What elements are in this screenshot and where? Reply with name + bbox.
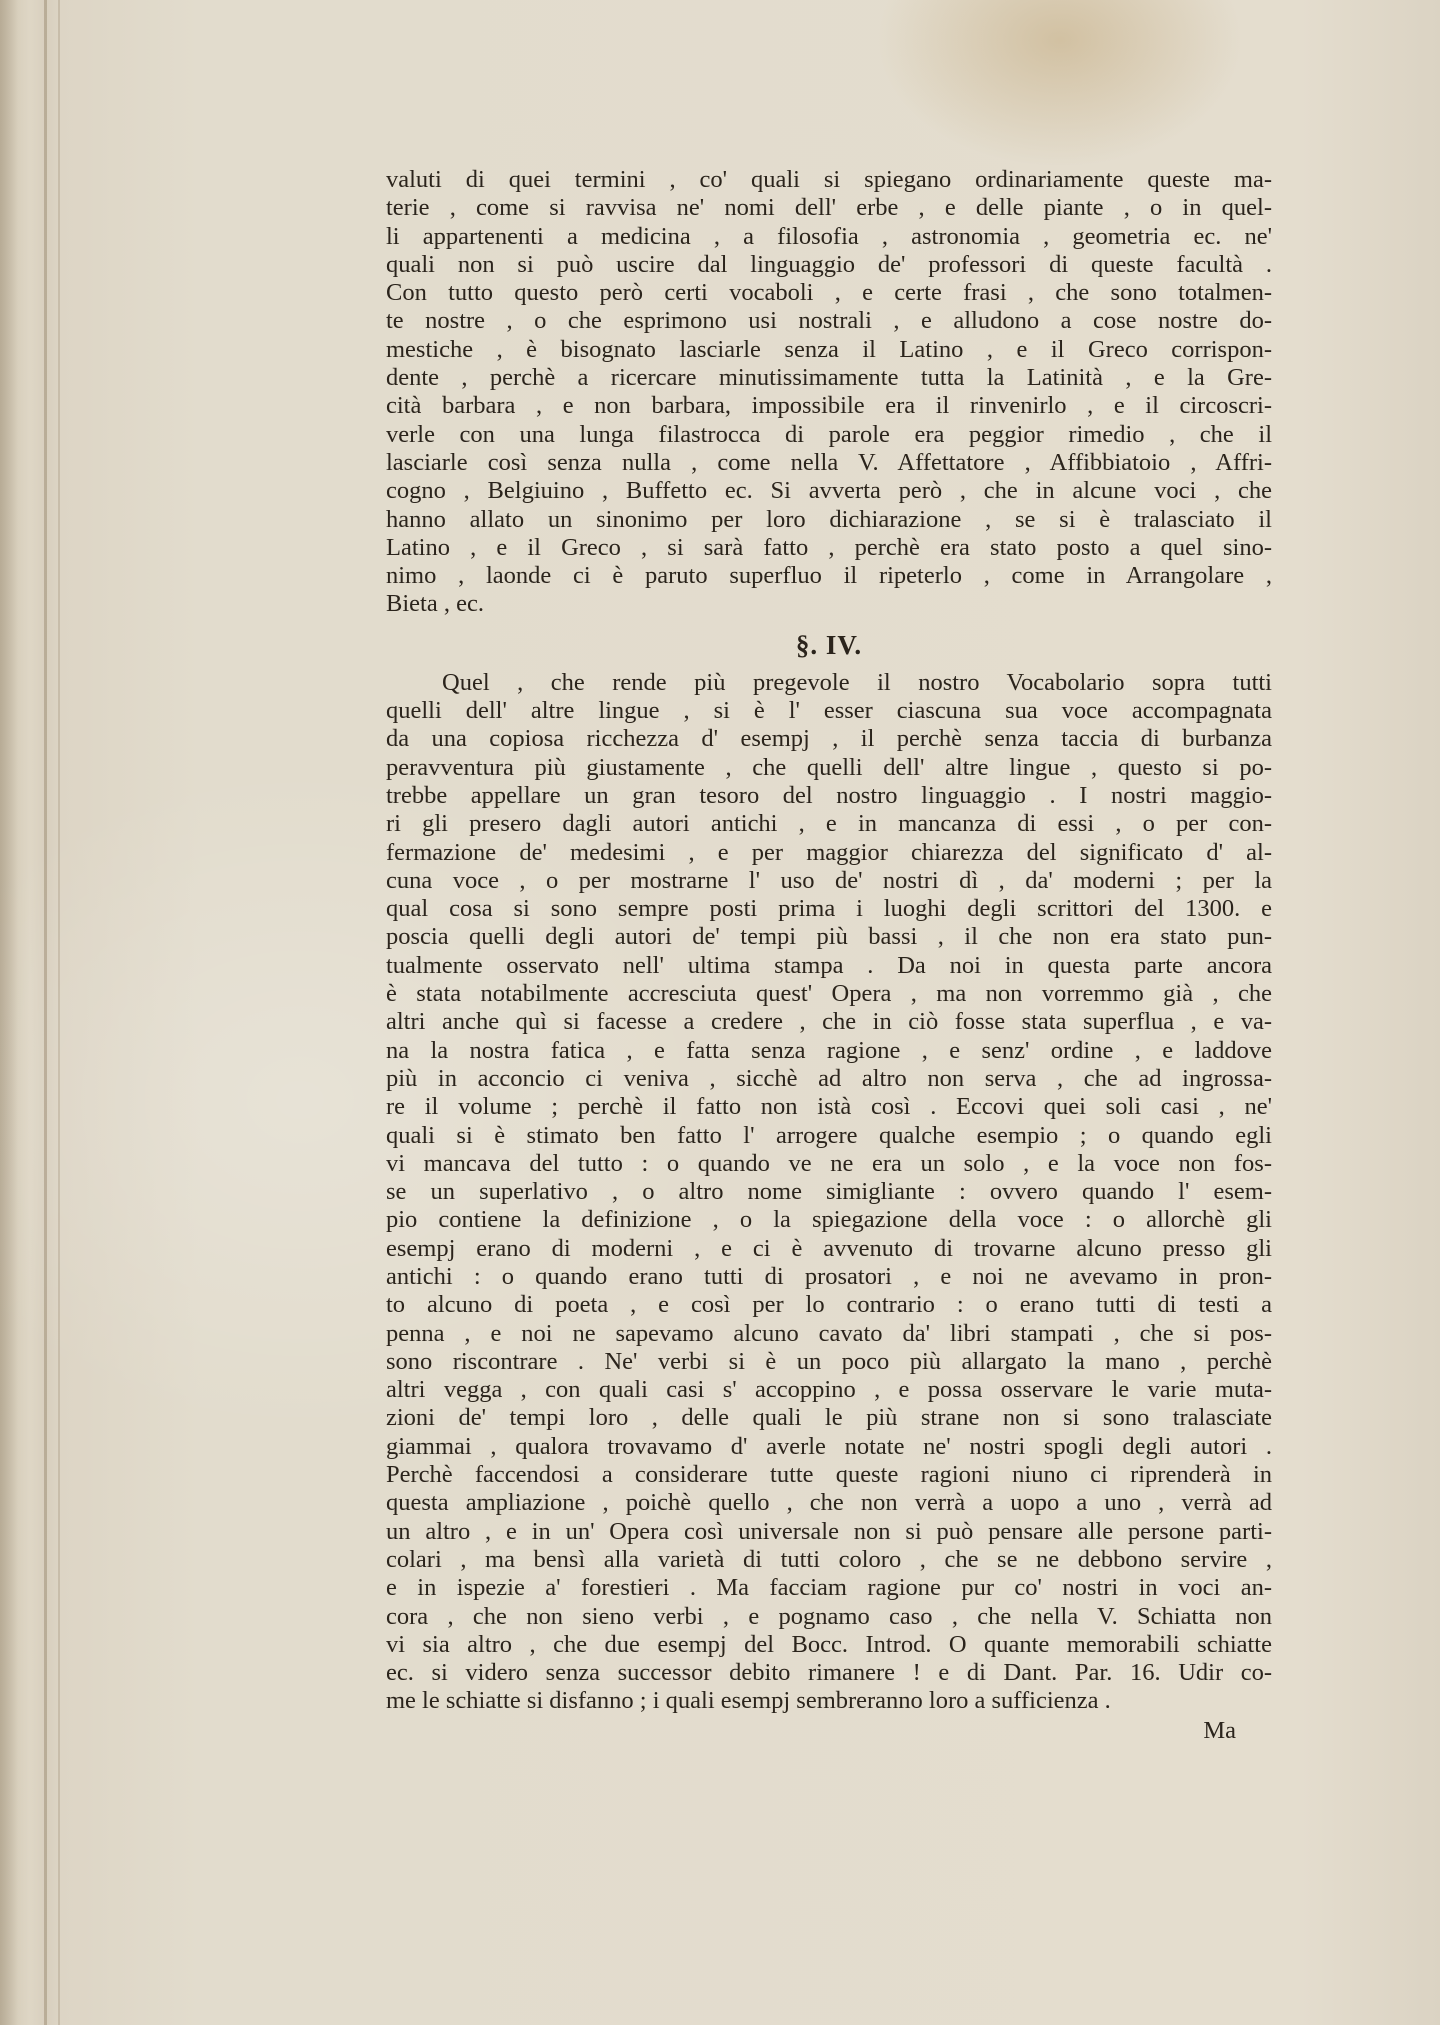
text-line: to alcuno di poeta , e così per lo contrario : o erano tutti di testi a [386,1291,1272,1319]
page-text-block [386,166,1272,1746]
text-line: re il volume ; perchè il fatto non istà così . Eccovi quei soli casi , ne' [386,1093,1272,1121]
text-line: cora , che non sieno verbi , e pognamo caso , che nella V. Schiatta non [386,1602,1272,1630]
text-line: terie , come si ravvisa ne' nomi dell' erbe , e delle piante , o in quel- [386,194,1272,222]
text-line: hanno allato un sinonimo per loro dichiarazione , se si è tralasciato il [386,505,1272,533]
text-line: altri anche quì si facesse a credere , che in ciò fosse stata superflua , e va- [386,1008,1272,1036]
text-line: zioni de' tempi loro , delle quali le più strane non si sono tralasciate [386,1404,1272,1432]
text-line: quelli dell' altre lingue , si è l' esser ciascuna sua voce accompagnata [386,697,1272,725]
text-line: Con tutto questo però certi vocaboli , e certe frasi , che sono totalmen- [386,279,1272,307]
text-line: quali non si può uscire dal linguaggio de' professori di queste facultà . [386,250,1272,278]
text-line: e in ispezie a' forestieri . Ma facciam ragione pur co' nostri in voci an- [386,1574,1272,1602]
text-line: cità barbara , e non barbara, impossibile era il rinvenirlo , e il circoscri- [386,392,1272,420]
text-line: più in acconcio ci veniva , sicchè ad altro non serva , che ad ingrossa- [386,1064,1272,1092]
text-line: qual cosa si sono sempre posti prima i luoghi degli scrittori del 1300. e [386,895,1272,923]
text-line: colari , ma bensì alla varietà di tutti coloro , che se ne debbono servire , [386,1545,1272,1573]
text-line: giammai , qualora trovavamo d' averle notate ne' nostri spogli degli autori . [386,1432,1272,1460]
section-heading: §. IV. [795,629,863,660]
text-line: vi sia altro , che due esempj del Bocc. Introd. O quante memorabili schiatte [386,1630,1272,1658]
text-line: peravventura più giustamente , che quelli dell' altre lingue , questo si po- [386,753,1272,781]
text-line: tualmente osservato nell' ultima stampa . Da noi in questa parte ancora [386,951,1272,979]
text-line: da una copiosa ricchezza d' esempj , il perchè senza taccia di burbanza [386,725,1272,753]
text-line: verle con una lunga filastrocca di parole era peggior rimedio , che il [386,420,1272,448]
text-line: poscia quelli degli autori de' tempi più bassi , il che non era stato pun- [386,923,1272,951]
text-line: li appartenenti a medicina , a filosofia , astronomia , geometria ec. ne' [386,222,1272,250]
text-line: cuna voce , o per mostrarne l' uso de' nostri dì , da' moderni ; per la [386,866,1272,894]
catchword: Ma [1203,1716,1236,1744]
text-line: Latino , e il Greco , si sarà fatto , perchè era stato posto a quel sino- [386,533,1272,561]
text-line: sono riscontrare . Ne' verbi si è un poco più allargato la mano , perchè [386,1347,1272,1375]
text-line: antichi : o quando erano tutti di prosatori , e noi ne avevamo in pron- [386,1262,1272,1290]
text-line: trebbe appellare un gran tesoro del nostro linguaggio . I nostri maggio- [386,781,1272,809]
text-line: na la nostra fatica , e fatta senza ragione , e senz' ordine , e laddove [386,1036,1272,1064]
text-line: mestiche , è bisognato lasciarle senza il Latino , e il Greco corrispon- [386,335,1272,363]
text-line: esempj erano di moderni , e ci è avvenuto di trovarne alcuno presso gli [386,1234,1272,1262]
text-line: un altro , e in un' Opera così universale non si può pensare alle persone parti- [386,1517,1272,1545]
paragraph-2 [386,669,1272,1716]
text-line: valuti di quei termini , co' quali si spiegano ordinariamente queste ma- [386,166,1272,193]
text-line: te nostre , o che esprimono usi nostrali , e alludono a cose nostre do- [386,307,1272,335]
text-line: Bieta , ec. [386,590,484,618]
text-line: Quel , che rende più pregevole il nostro Vocabolario sopra tutti [442,668,1272,696]
text-line: me le schiatte si disfanno ; i quali esempj sembreranno loro a sufficienza . [386,1687,1111,1715]
text-line: vi mancava del tutto : o quando ve ne era un solo , e la voce non fos- [386,1149,1272,1177]
text-line: dente , perchè a ricercare minutissimamente tutta la Latinità , e la Gre- [386,364,1272,392]
text-line: penna , e noi ne sapevamo alcuno cavato da' libri stampati , che si pos- [386,1319,1272,1347]
text-line: ec. si videro senza successor debito rimanere ! e di Dant. Par. 16. Udir co- [386,1659,1272,1687]
text-line: pio contiene la definizione , o la spiegazione della voce : o allorchè gli [386,1206,1272,1234]
text-line: cogno , Belgiuino , Buffetto ec. Si avverta però , che in alcune voci , che [386,477,1272,505]
text-line: quali si è stimato ben fatto l' arrogere qualche esempio ; o quando egli [386,1121,1272,1149]
text-line: fermazione de' medesimi , e per maggior chiarezza del significato d' al- [386,838,1272,866]
text-line: altri vegga , con quali casi s' accoppino , e possa osservare le varie muta- [386,1376,1272,1404]
text-line: lasciarle così senza nulla , come nella V. Affettatore , Affibbiatoio , Affri- [386,448,1272,476]
text-line: nimo , laonde ci è paruto superfluo il ripeterlo , come in Arrangolare , [386,562,1272,590]
page-gutter-shadow [0,0,30,2025]
text-line: ri gli presero dagli autori antichi , e in mancanza di essi , o per con- [386,810,1272,838]
paragraph-1 [386,166,1272,619]
text-line: se un superlativo , o altro nome simigliante : ovvero quando l' esem- [386,1178,1272,1206]
text-line: Perchè faccendosi a considerare tutte queste ragioni niuno ci riprenderà in [386,1461,1272,1489]
text-line: è stata notabilmente accresciuta quest' Opera , ma non vorremmo già , che [386,980,1272,1008]
text-line: questa ampliazione , poichè quello , che non verrà a uopo a uno , verrà ad [386,1489,1272,1517]
